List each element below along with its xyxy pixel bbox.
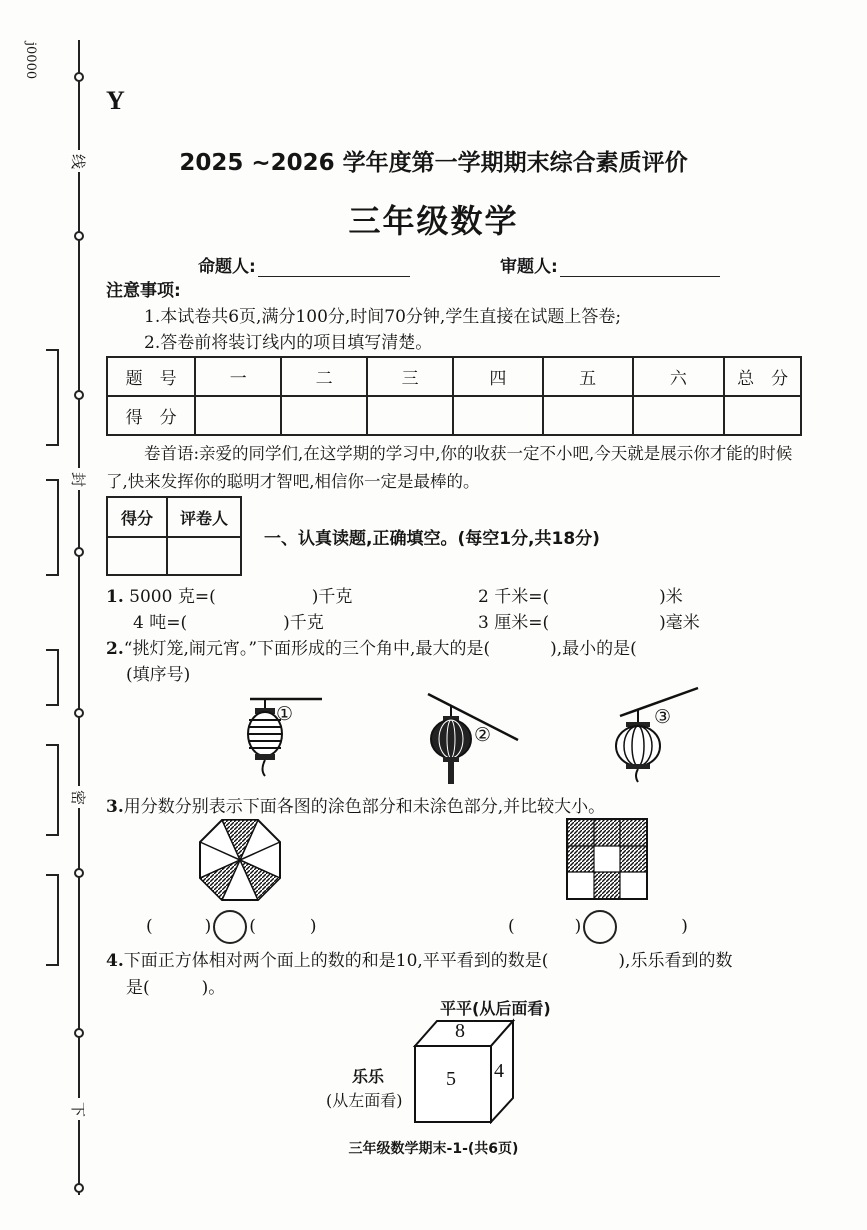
score-cell-6[interactable] bbox=[633, 396, 725, 435]
lantern-2-label: ② bbox=[474, 724, 492, 746]
q1-b bbox=[478, 582, 683, 607]
q3-left-open-1: ( bbox=[146, 916, 153, 937]
score-col-4: 四 bbox=[453, 357, 543, 396]
score-cell-1[interactable] bbox=[195, 396, 281, 435]
q1-c bbox=[133, 608, 324, 633]
q3-line bbox=[106, 792, 605, 817]
binding-char-xia: 下 bbox=[69, 1101, 88, 1118]
q2-number: 2. bbox=[106, 639, 124, 659]
q3-answer-right bbox=[508, 910, 688, 944]
q2-line-1 bbox=[106, 634, 687, 659]
intro-paragraph: 卷首语:亲爱的同学们,在这学期的学习中,你的收获一定不小吧,今天就是展示你才能的时候了,快来发挥你的聪明才智吧,相信你一定是最棒的。 bbox=[106, 444, 793, 491]
score-table-score-row bbox=[107, 396, 801, 435]
q1-number: 1. bbox=[106, 587, 124, 607]
score-cell-3[interactable] bbox=[367, 396, 453, 435]
lantern-3-label: ③ bbox=[654, 706, 672, 728]
score-col-3: 三 bbox=[367, 357, 453, 396]
note-item-2: 2.答卷前将装订线内的项目填写清楚。 bbox=[144, 333, 433, 353]
q1-d-right: )毫米 bbox=[659, 613, 700, 633]
q3-number: 3. bbox=[106, 797, 124, 817]
page-footer: 三年级数学期末-1-(共6页) bbox=[348, 1141, 519, 1157]
grader-name-cell[interactable] bbox=[167, 537, 241, 575]
setter-label: 命题人: bbox=[198, 257, 256, 277]
exam-title: 2025 ~2026 学年度第一学期期末综合素质评价 bbox=[179, 150, 688, 176]
score-table-header-row bbox=[107, 357, 801, 396]
cube-front-face: 5 bbox=[446, 1068, 456, 1090]
lele-name-label: 乐乐 bbox=[352, 1067, 385, 1086]
q1-a-left: 5000 克=( bbox=[129, 587, 216, 607]
octagon-figure bbox=[198, 818, 282, 902]
q1-c-left: 4 吨=( bbox=[133, 613, 188, 633]
q2-text-1: “挑灯笼,闹元宵。”下面形成的三个角中,最大的是( bbox=[123, 639, 491, 659]
score-cell-5[interactable] bbox=[543, 396, 633, 435]
note-item-1: 1.本试卷共6页,满分100分,时间70分钟,学生直接在试题上答卷; bbox=[144, 307, 622, 327]
score-cell-2[interactable] bbox=[281, 396, 367, 435]
score-col-total: 总 分 bbox=[724, 357, 801, 396]
notes-heading: 注意事项: bbox=[106, 281, 181, 301]
lele-view-label: (从左面看) bbox=[326, 1091, 403, 1110]
q3-answer-left bbox=[146, 910, 317, 944]
q4-text-1: 下面正方体相对两个面上的数的和是10,平平看到的数是( bbox=[123, 951, 549, 971]
q1-c-right: )千克 bbox=[283, 613, 324, 633]
cube-side-face: 4 bbox=[494, 1060, 504, 1082]
lantern-3-body bbox=[616, 722, 660, 782]
reviewer-field[interactable] bbox=[500, 252, 720, 277]
q1-a-right: )千克 bbox=[311, 587, 353, 607]
q3-right-close-1: ) bbox=[574, 916, 582, 937]
binding-line-art bbox=[0, 0, 100, 1226]
score-cell-4[interactable] bbox=[453, 396, 543, 435]
q3-right-open-1: ( bbox=[508, 916, 515, 937]
q2-text-3: (填序号) bbox=[126, 665, 191, 685]
q1-d bbox=[478, 608, 700, 633]
binding-char-xian: 线 bbox=[69, 153, 88, 170]
score-table bbox=[106, 356, 802, 436]
score-score-header: 得 分 bbox=[107, 396, 195, 435]
score-col-2: 二 bbox=[281, 357, 367, 396]
grader-table bbox=[106, 496, 242, 576]
score-row-header: 题 号 bbox=[107, 357, 195, 396]
lantern-2-body bbox=[431, 716, 471, 784]
q4-line-2 bbox=[126, 973, 225, 998]
subject-title: 三年级数学 bbox=[348, 202, 519, 240]
binding-margin bbox=[0, 0, 100, 1226]
score-col-1: 一 bbox=[195, 357, 281, 396]
grader-score-label: 得分 bbox=[107, 497, 167, 537]
cube-top-face: 8 bbox=[455, 1020, 465, 1042]
score-col-6: 六 bbox=[633, 357, 725, 396]
q3-right-close-2: ) bbox=[681, 916, 688, 937]
binding-top-code: j0000 bbox=[23, 42, 38, 80]
q2-text-2: ),最小的是( bbox=[550, 639, 637, 659]
binding-char-feng: 封 bbox=[69, 471, 88, 488]
q4-number: 4. bbox=[106, 951, 124, 971]
pingping-label: 平平(从后面看) bbox=[440, 999, 551, 1018]
lantern-2-figure bbox=[418, 682, 528, 792]
q1-b-left: 2 千米=( bbox=[478, 587, 550, 607]
grader-name-label: 评卷人 bbox=[167, 497, 241, 537]
q1-b-right: )米 bbox=[659, 587, 683, 607]
q4-text-2: ),乐乐看到的数 bbox=[618, 951, 733, 971]
q4-text-3: 是( bbox=[126, 978, 150, 998]
lantern-1-label: ① bbox=[276, 703, 294, 725]
reviewer-label: 审题人: bbox=[500, 257, 558, 277]
setter-line[interactable] bbox=[258, 256, 410, 277]
q3-left-close-1: ) bbox=[204, 916, 212, 937]
q3-left-compare-circle[interactable] bbox=[213, 910, 247, 944]
section-1-title: 一、认真读题,正确填空。(每空1分,共18分) bbox=[264, 529, 600, 549]
score-cell-total[interactable] bbox=[724, 396, 801, 435]
q4-text-4: )。 bbox=[201, 978, 226, 998]
q3-left-open-2: ( bbox=[249, 916, 256, 937]
score-col-5: 五 bbox=[543, 357, 633, 396]
q4-line-1 bbox=[106, 946, 732, 971]
q1-d-left: 3 厘米=( bbox=[478, 613, 550, 633]
corner-mark: Y bbox=[106, 86, 125, 115]
reviewer-line[interactable] bbox=[560, 256, 720, 277]
q3-left-close-2: ) bbox=[309, 916, 317, 937]
binding-char-mi: 密 bbox=[69, 789, 88, 806]
grader-score-cell[interactable] bbox=[107, 537, 167, 575]
setter-field[interactable] bbox=[198, 252, 410, 277]
lantern-3-figure bbox=[600, 682, 710, 792]
q3-right-compare-circle[interactable] bbox=[583, 910, 617, 944]
q1-row-1 bbox=[106, 582, 352, 607]
grid-square-figure bbox=[566, 818, 648, 900]
q3-text: 用分数分别表示下面各图的涂色部分和未涂色部分,并比较大小。 bbox=[123, 797, 606, 817]
